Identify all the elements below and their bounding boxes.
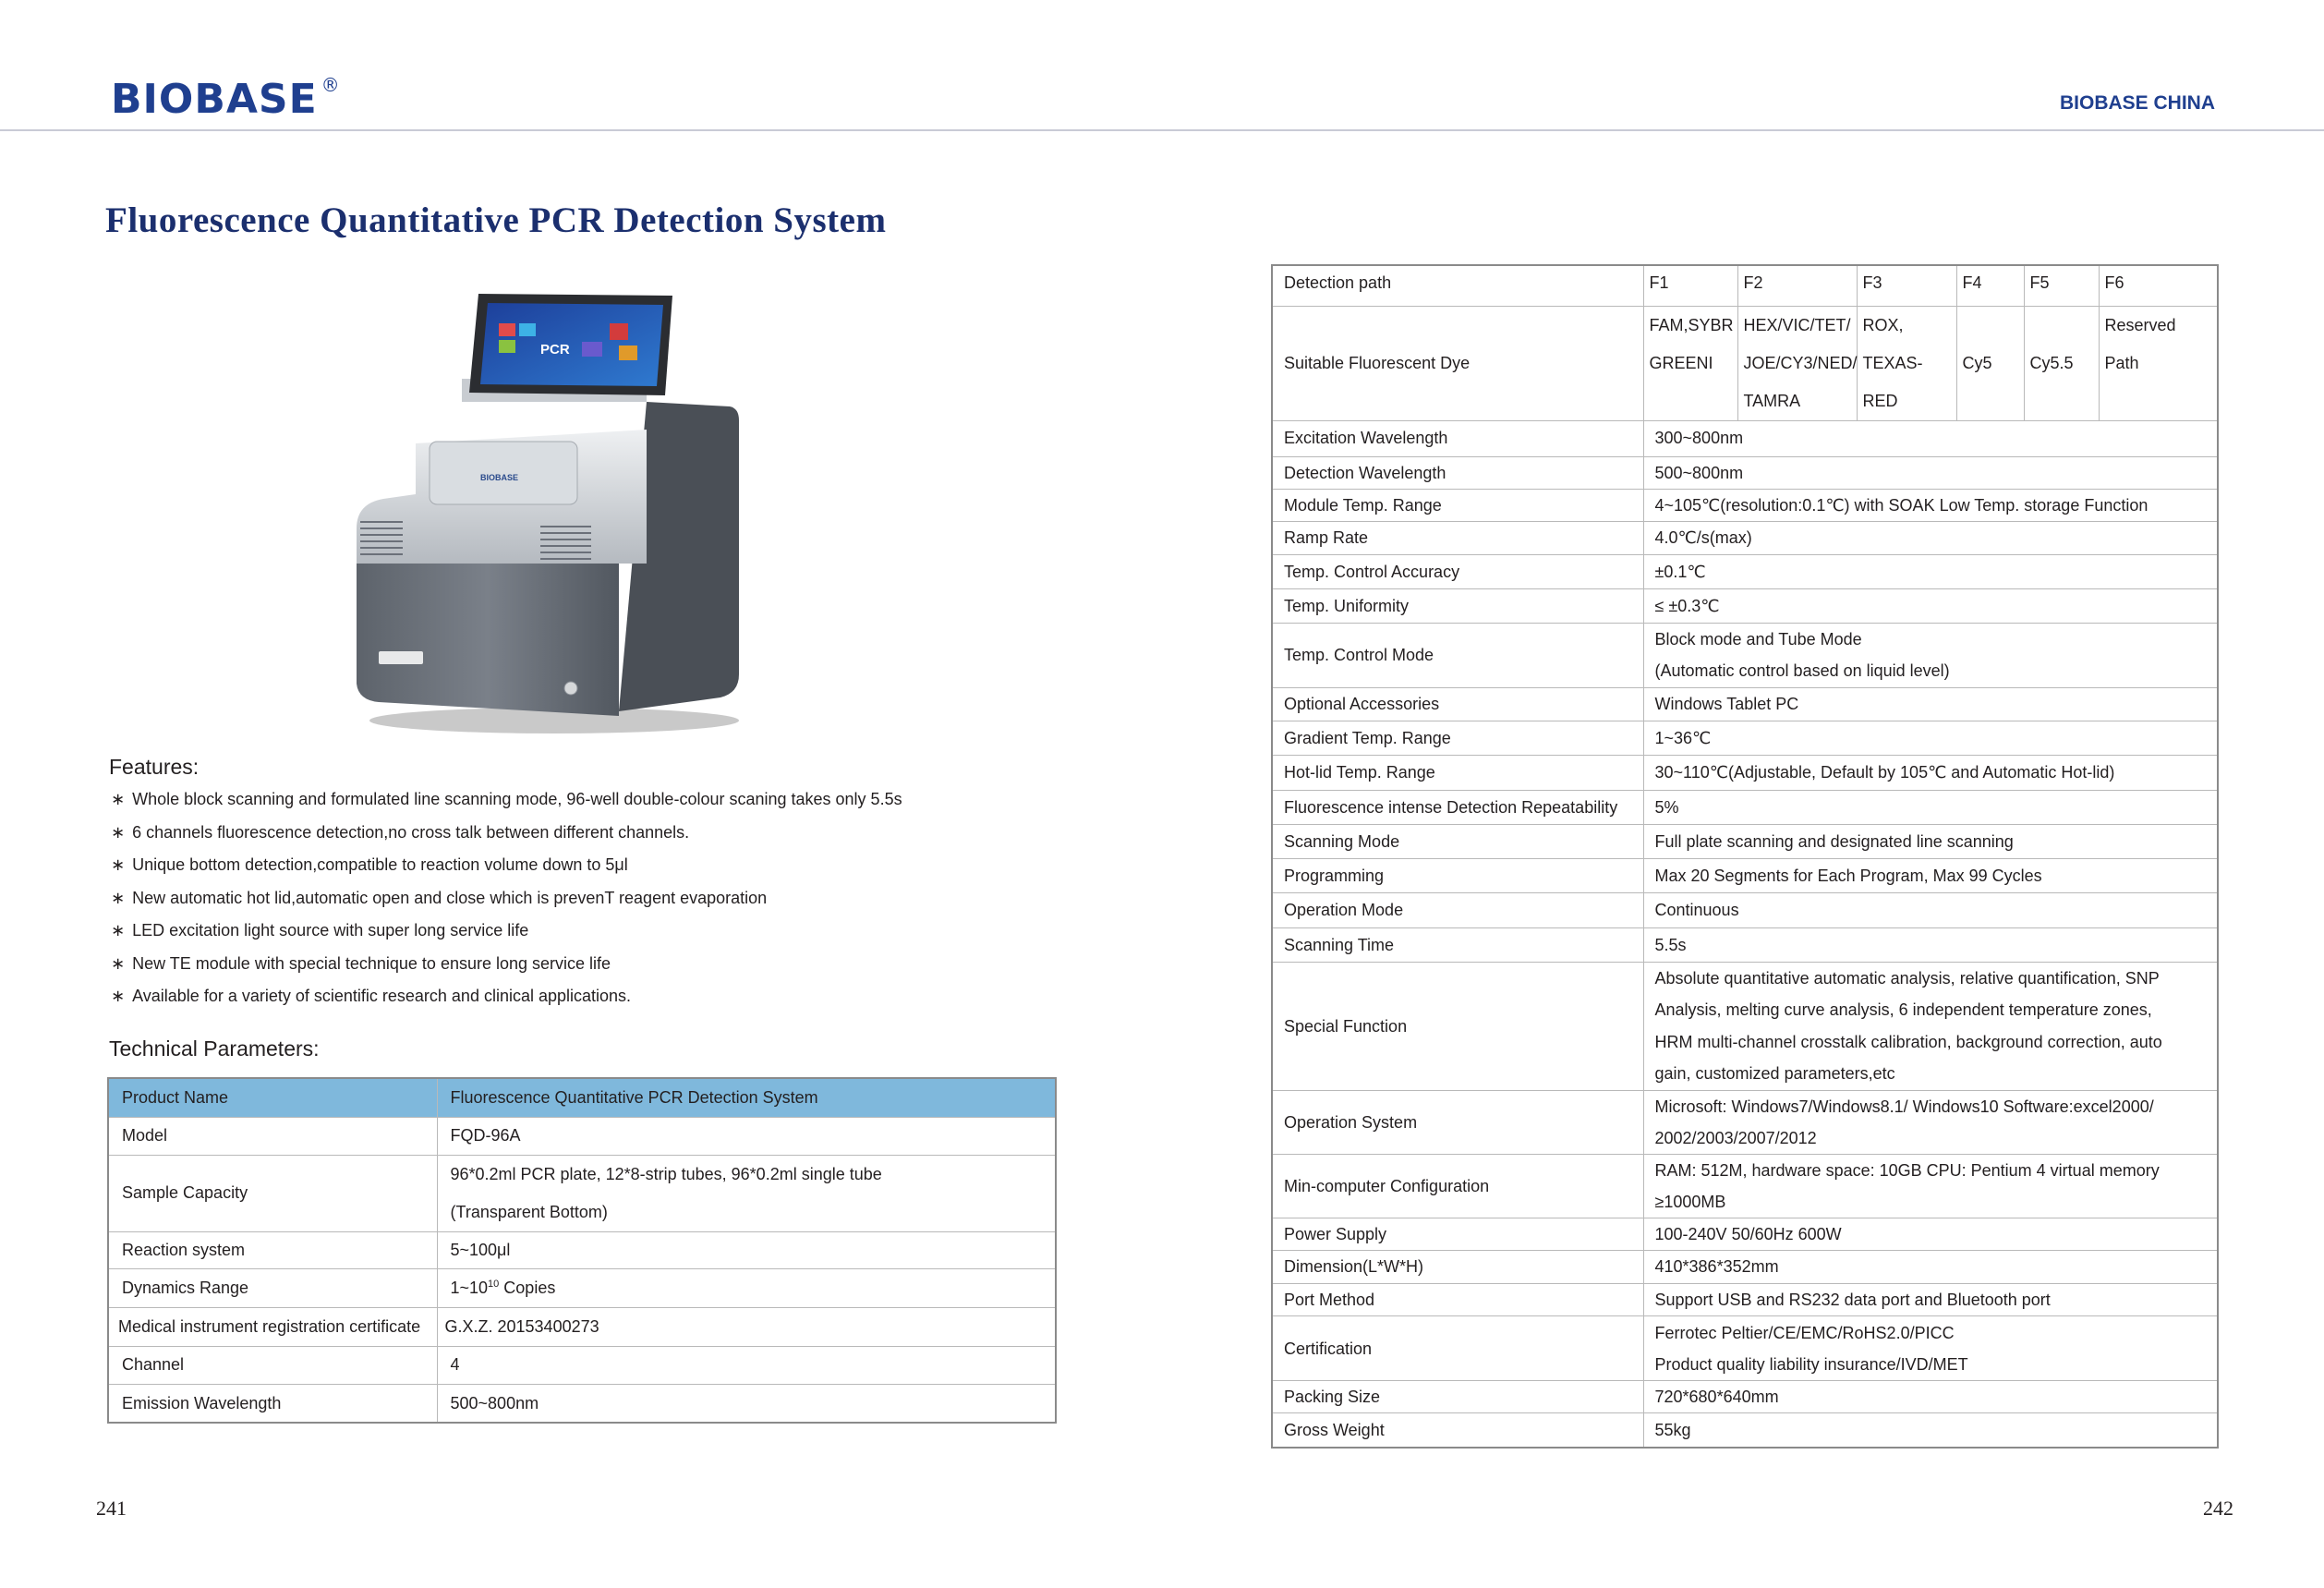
table-row xyxy=(1272,623,2218,687)
table-cell: Excitation Wavelength xyxy=(1272,420,1643,456)
table-row xyxy=(108,1268,1056,1307)
table-row xyxy=(108,1384,1056,1423)
table-row xyxy=(1272,489,2218,521)
brand-right: BIOBASE CHINA xyxy=(2059,92,2215,114)
table-cell: Power Supply xyxy=(1272,1218,1643,1250)
table-cell: Detection Wavelength xyxy=(1272,456,1643,489)
table-cell: ≤ ±0.3℃ xyxy=(1643,588,2218,623)
table-cell: Channel xyxy=(108,1346,437,1384)
table-row xyxy=(1272,1251,2218,1284)
bullet-icon: ∗ xyxy=(111,855,126,874)
table-row xyxy=(1272,1413,2218,1448)
table-cell: Reserved Path xyxy=(2099,306,2218,420)
table-row xyxy=(1272,1284,2218,1316)
table-row xyxy=(1272,1381,2218,1413)
table-cell: ±0.1℃ xyxy=(1643,554,2218,588)
table-cell: 5~100μl xyxy=(437,1231,1056,1268)
table-cell: 4~105℃(resolution:0.1℃) with SOAK Low Temp. storage Function xyxy=(1643,489,2218,521)
table-cell: Hot-lid Temp. Range xyxy=(1272,755,1643,790)
pcr-device-image xyxy=(342,286,748,739)
table-cell: 5% xyxy=(1643,790,2218,824)
table-cell: Scanning Mode xyxy=(1272,824,1643,858)
table-cell: Medical instrument registration certificate xyxy=(108,1307,437,1346)
table-cell: 100-240V 50/60Hz 600W xyxy=(1643,1218,2218,1250)
table-row xyxy=(1272,892,2218,927)
table-cell: Ramp Rate xyxy=(1272,521,1643,554)
table-cell: Port Method xyxy=(1272,1284,1643,1316)
table-cell: 55kg xyxy=(1643,1413,2218,1448)
table-cell: $1\sim 10^{10}$ Copies xyxy=(437,1268,1056,1307)
table-cell: F4 xyxy=(1956,265,2024,306)
table-cell: Optional Accessories xyxy=(1272,687,1643,721)
header-divider xyxy=(0,129,2324,131)
tablet-screen-text: PCR xyxy=(540,342,570,358)
table-cell: F5 xyxy=(2024,265,2099,306)
bullet-icon: ∗ xyxy=(111,888,126,907)
table-cell: Scanning Time xyxy=(1272,927,1643,962)
table-header-row xyxy=(108,1078,1056,1117)
bullet-icon: ∗ xyxy=(111,987,126,1005)
table-cell: Temp. Control Mode xyxy=(1272,623,1643,687)
table-cell: 96*0.2ml PCR plate, 12*8-strip tubes, 96*0.2ml single tube (Transparent Bottom) xyxy=(437,1155,1056,1231)
table-cell: Certification xyxy=(1272,1316,1643,1381)
table-row xyxy=(1272,1154,2218,1218)
feature-item: ∗ New automatic hot lid,automatic open and close which is prevenT reagent evaporation xyxy=(111,888,768,907)
table-cell: Fluorescence intense Detection Repeatability xyxy=(1272,790,1643,824)
features-list xyxy=(111,783,902,1013)
table-row xyxy=(108,1155,1056,1231)
table-cell: Microsoft: Windows7/Windows8.1/ Windows10 Software:excel2000/ 2002/2003/2007/2012 xyxy=(1643,1090,2218,1154)
table-cell: Product Name xyxy=(108,1078,437,1117)
table-cell: 300~800nm xyxy=(1643,420,2218,456)
table-cell: 410*386*352mm xyxy=(1643,1251,2218,1284)
table-cell: Sample Capacity xyxy=(108,1155,437,1231)
table-cell: Module Temp. Range xyxy=(1272,489,1643,521)
table-cell: Max 20 Segments for Each Program, Max 99 Cycles xyxy=(1643,858,2218,892)
table-cell: 720*680*640mm xyxy=(1643,1381,2218,1413)
table-cell: Windows Tablet PC xyxy=(1643,687,2218,721)
bullet-icon: ∗ xyxy=(111,790,126,808)
table-cell: Packing Size xyxy=(1272,1381,1643,1413)
table-row xyxy=(108,1346,1056,1384)
table-cell: Cy5.5 xyxy=(2024,306,2099,420)
table-row xyxy=(1272,1316,2218,1381)
table-row xyxy=(1272,824,2218,858)
table-cell: Emission Wavelength xyxy=(108,1384,437,1423)
table-cell: 1~36℃ xyxy=(1643,721,2218,755)
table-cell: F3 xyxy=(1857,265,1956,306)
table-cell: F1 xyxy=(1643,265,1737,306)
table-row xyxy=(1272,420,2218,456)
table-cell: 500~800nm xyxy=(437,1384,1056,1423)
table-cell: 4 xyxy=(437,1346,1056,1384)
table-cell: Ferrotec Peltier/CE/EMC/RoHS2.0/PICC Product quality liability insurance/IVD/MET xyxy=(1643,1316,2218,1381)
table-cell: G.X.Z. 20153400273 xyxy=(437,1307,1056,1346)
device-lid-label: BIOBASE xyxy=(480,473,519,482)
table-cell: Cy5 xyxy=(1956,306,2024,420)
table-row xyxy=(1272,588,2218,623)
logo-text: BIOBASE xyxy=(111,76,318,123)
table-cell: Detection path xyxy=(1272,265,1643,306)
table-cell: Model xyxy=(108,1117,437,1155)
table-cell: Dimension(L*W*H) xyxy=(1272,1251,1643,1284)
table-cell: Temp. Control Accuracy xyxy=(1272,554,1643,588)
table-cell: Support USB and RS232 data port and Bluetooth port xyxy=(1643,1284,2218,1316)
table-row xyxy=(1272,456,2218,489)
table-cell: Min-computer Configuration xyxy=(1272,1154,1643,1218)
table-row xyxy=(108,1307,1056,1346)
table-cell: Fluorescence Quantitative PCR Detection System xyxy=(437,1078,1056,1117)
table-row xyxy=(1272,521,2218,554)
table-cell: F6 xyxy=(2099,265,2218,306)
table-row xyxy=(1272,687,2218,721)
table-cell: Dynamics Range xyxy=(108,1268,437,1307)
tech-heading: Technical Parameters: xyxy=(109,1036,320,1061)
detection-path-row xyxy=(1272,265,2218,306)
table-cell: Gross Weight xyxy=(1272,1413,1643,1448)
table-cell: ROX, TEXAS-RED xyxy=(1857,306,1956,420)
table-row xyxy=(1272,962,2218,1090)
dye-row xyxy=(1272,306,2218,420)
biobase-logo xyxy=(111,74,341,123)
bullet-icon: ∗ xyxy=(111,953,126,973)
table-cell: Reaction system xyxy=(108,1231,437,1268)
table-row xyxy=(1272,1218,2218,1250)
feature-item: ∗ 6 channels fluorescence detection,no cross talk between different channels. xyxy=(111,822,690,842)
bullet-icon: ∗ xyxy=(111,822,126,842)
table-cell: 30~110℃(Adjustable, Default by 105℃ and Automatic Hot-lid) xyxy=(1643,755,2218,790)
table-cell: Special Function xyxy=(1272,962,1643,1090)
page-number-left: 241 xyxy=(96,1497,127,1520)
table-cell: Temp. Uniformity xyxy=(1272,588,1643,623)
table-row xyxy=(1272,790,2218,824)
table-cell: Gradient Temp. Range xyxy=(1272,721,1643,755)
technical-parameters-table xyxy=(107,1077,1057,1424)
specifications-table xyxy=(1271,264,2219,1449)
bullet-icon: ∗ xyxy=(111,921,126,939)
table-cell: Operation System xyxy=(1272,1090,1643,1154)
table-row xyxy=(108,1231,1056,1268)
table-cell: Suitable Fluorescent Dye xyxy=(1272,306,1643,420)
feature-item: ∗ New TE module with special technique to ensure long service life xyxy=(111,953,611,973)
device-lower-body xyxy=(357,564,619,716)
table-cell: FQD-96A xyxy=(437,1117,1056,1155)
feature-item: ∗ LED excitation light source with super long service life xyxy=(111,921,529,939)
feature-item: ∗ Whole block scanning and formulated line scanning mode, 96-well double-colour scaning takes only 5.5s xyxy=(111,790,902,808)
features-heading: Features: xyxy=(109,755,200,779)
table-cell: F2 xyxy=(1737,265,1857,306)
table-cell: 500~800nm xyxy=(1643,456,2218,489)
table-cell: HEX/VIC/TET/ JOE/CY3/NED/ TAMRA xyxy=(1737,306,1857,420)
table-cell: Continuous xyxy=(1643,892,2218,927)
table-cell: 4.0℃/s(max) xyxy=(1643,521,2218,554)
table-row xyxy=(1272,858,2218,892)
device-power-button xyxy=(564,682,577,695)
table-cell: 5.5s xyxy=(1643,927,2218,962)
table-cell: Absolute quantitative automatic analysis, relative quantification, SNP Analysis, melting curve analysis, 6 independent temperature zones, HRM multi-channel crosstalk calibration, background correction, auto gain, customized parameters,etc xyxy=(1643,962,2218,1090)
table-cell: FAM,SYBR GREENI xyxy=(1643,306,1737,420)
page-title: Fluorescence Quantitative PCR Detection System xyxy=(105,200,887,240)
device-front-buttons xyxy=(379,651,423,664)
table-row xyxy=(1272,1090,2218,1154)
table-row xyxy=(1272,721,2218,755)
registered-mark: ® xyxy=(321,74,341,96)
page-number-right: 242 xyxy=(2203,1497,2233,1520)
table-row xyxy=(108,1117,1056,1155)
feature-item: ∗ Available for a variety of scientific research and clinical applications. xyxy=(111,987,632,1005)
feature-item: ∗ Unique bottom detection,compatible to reaction volume down to 5μl xyxy=(111,855,628,874)
table-cell: Operation Mode xyxy=(1272,892,1643,927)
table-row xyxy=(1272,927,2218,962)
table-row xyxy=(1272,755,2218,790)
table-cell: Programming xyxy=(1272,858,1643,892)
table-cell: RAM: 512M, hardware space: 10GB CPU: Pentium 4 virtual memory ≥1000MB xyxy=(1643,1154,2218,1218)
table-row xyxy=(1272,554,2218,588)
table-cell: Block mode and Tube Mode (Automatic control based on liquid level) xyxy=(1643,623,2218,687)
table-cell: Full plate scanning and designated line scanning xyxy=(1643,824,2218,858)
